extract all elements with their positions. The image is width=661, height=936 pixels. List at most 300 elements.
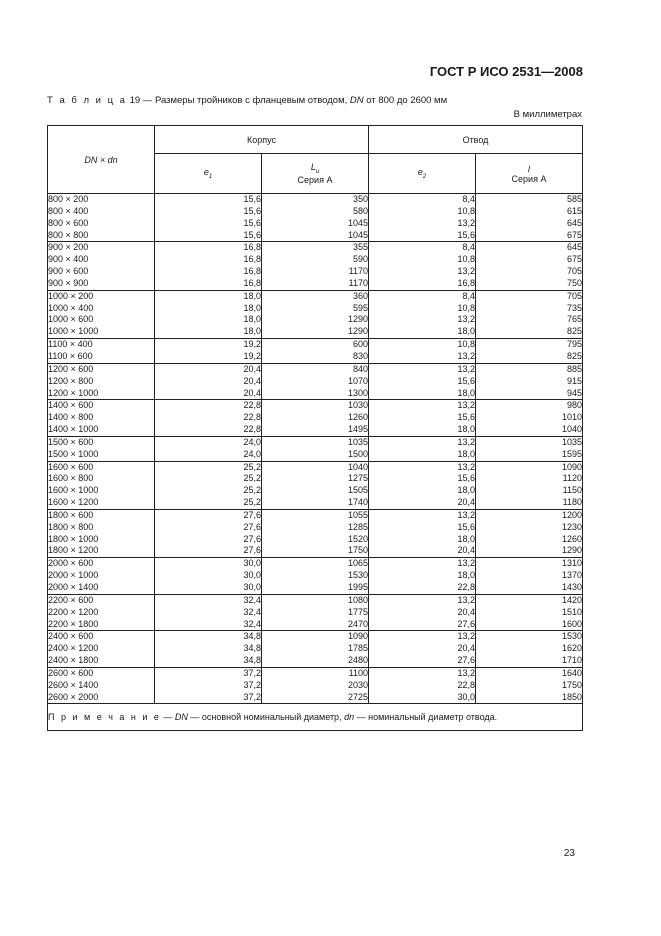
cell-value: 1290 bbox=[347, 314, 368, 325]
cell-value: 900 × 400 bbox=[48, 254, 89, 265]
cell-lu bbox=[262, 400, 369, 437]
cell-value: 580 bbox=[352, 205, 368, 216]
cell-e1 bbox=[155, 290, 262, 338]
cell-value: 825 bbox=[566, 326, 582, 337]
cell-value: 13,2 bbox=[457, 461, 475, 472]
cell-dn bbox=[48, 509, 155, 557]
cell-value: 800 × 600 bbox=[48, 217, 89, 228]
cell-lu bbox=[262, 339, 369, 364]
cell-value: 1030 bbox=[347, 400, 368, 411]
cell-value: 2200 × 1800 bbox=[48, 618, 99, 629]
cell-e1 bbox=[155, 667, 262, 704]
cell-e1 bbox=[155, 631, 262, 668]
cell-value: 15,6 bbox=[457, 412, 475, 423]
cell-value: 800 × 400 bbox=[48, 205, 89, 216]
cell-value: 8,4 bbox=[462, 242, 475, 253]
cell-value: 20,4 bbox=[457, 606, 475, 617]
cell-value: 2600 × 1400 bbox=[48, 679, 99, 690]
cell-e2 bbox=[369, 290, 476, 338]
cell-e1 bbox=[155, 436, 262, 461]
column-header-e2: $e_2$ bbox=[369, 154, 476, 194]
cell-value: 1400 × 600 bbox=[48, 400, 94, 411]
cell-value: 1850 bbox=[561, 691, 582, 702]
cell-value: 20,4 bbox=[457, 497, 475, 508]
cell-value: 945 bbox=[566, 387, 582, 398]
table-row-group bbox=[48, 667, 583, 704]
cell-value: 13,2 bbox=[457, 667, 475, 678]
cell-value: 24,0 bbox=[243, 436, 261, 447]
cell-value: 1090 bbox=[347, 631, 368, 642]
column-group-body: Корпус bbox=[155, 126, 369, 154]
cell-value: 1310 bbox=[561, 558, 582, 569]
cell-value: 10,8 bbox=[457, 302, 475, 313]
cell-value: 18,0 bbox=[243, 314, 261, 325]
column-header-lu: $L_u$ Серия А bbox=[262, 154, 369, 194]
cell-lu bbox=[262, 667, 369, 704]
cell-dn bbox=[48, 194, 155, 242]
cell-lu bbox=[262, 594, 369, 631]
cell-value: 1100 × 400 bbox=[48, 339, 93, 350]
cell-value: 915 bbox=[566, 375, 582, 386]
cell-value: 34,8 bbox=[243, 655, 261, 666]
cell-value: 13,2 bbox=[457, 594, 475, 605]
cell-value: 18,0 bbox=[243, 326, 261, 337]
cell-value: 1595 bbox=[561, 448, 582, 459]
cell-value: 10,8 bbox=[457, 339, 475, 350]
cell-value: 675 bbox=[566, 254, 582, 265]
cell-dn bbox=[48, 400, 155, 437]
cell-l bbox=[476, 242, 583, 290]
cell-lu bbox=[262, 631, 369, 668]
cell-value: 675 bbox=[566, 229, 582, 240]
table-row-group bbox=[48, 436, 583, 461]
cell-value: 13,2 bbox=[457, 631, 475, 642]
cell-value: 1370 bbox=[561, 570, 582, 581]
cell-value: 27,6 bbox=[243, 545, 261, 556]
cell-value: 360 bbox=[352, 290, 368, 301]
cell-value: 1495 bbox=[347, 424, 368, 435]
cell-value: 1275 bbox=[347, 473, 368, 484]
cell-value: 1230 bbox=[561, 521, 582, 532]
cell-e1 bbox=[155, 461, 262, 509]
cell-value: 16,8 bbox=[457, 277, 475, 288]
cell-lu bbox=[262, 290, 369, 338]
cell-value: 350 bbox=[352, 194, 368, 204]
table-row-group bbox=[48, 290, 583, 338]
cell-value: 2000 × 600 bbox=[48, 558, 94, 569]
cell-value: 1090 bbox=[561, 461, 582, 472]
cell-e2 bbox=[369, 558, 476, 595]
cell-value: 1500 bbox=[347, 448, 368, 459]
cell-e2 bbox=[369, 400, 476, 437]
page-number: 23 bbox=[563, 848, 575, 859]
cell-value: 15,6 bbox=[457, 375, 475, 386]
cell-value: 30,0 bbox=[243, 582, 261, 592]
cell-dn bbox=[48, 339, 155, 364]
units-label: В миллиметрах bbox=[513, 109, 582, 120]
cell-l bbox=[476, 290, 583, 338]
cell-value: 8,4 bbox=[462, 290, 475, 301]
cell-value: 1035 bbox=[561, 436, 582, 447]
cell-dn bbox=[48, 667, 155, 704]
cell-value: 25,2 bbox=[243, 497, 261, 508]
cell-value: 20,4 bbox=[243, 387, 261, 398]
cell-e1 bbox=[155, 400, 262, 437]
cell-value: 2200 × 1200 bbox=[48, 606, 99, 617]
cell-value: 1530 bbox=[347, 570, 368, 581]
cell-value: 16,8 bbox=[243, 254, 261, 265]
cell-dn bbox=[48, 558, 155, 595]
cell-value: 585 bbox=[566, 194, 582, 204]
cell-value: 1800 × 800 bbox=[48, 521, 94, 532]
cell-value: 20,4 bbox=[457, 545, 475, 556]
cell-value: 19,2 bbox=[243, 350, 261, 361]
cell-value: 1260 bbox=[347, 412, 368, 423]
table-note: П р и м е ч а н и е — DN — основной номинальный диаметр, dn — номинальный диаметр отвода. bbox=[48, 704, 583, 731]
cell-l bbox=[476, 594, 583, 631]
cell-value: 1120 bbox=[562, 473, 582, 484]
cell-l bbox=[476, 509, 583, 557]
cell-value: 30,0 bbox=[243, 558, 261, 569]
cell-l bbox=[476, 436, 583, 461]
cell-value: 590 bbox=[352, 254, 368, 265]
cell-value: 1750 bbox=[561, 679, 582, 690]
cell-value: 1035 bbox=[347, 436, 368, 447]
cell-value: 1500 × 1000 bbox=[48, 448, 99, 459]
cell-value: 980 bbox=[566, 400, 582, 411]
cell-dn bbox=[48, 290, 155, 338]
cell-value: 1080 bbox=[347, 594, 368, 605]
cell-value: 830 bbox=[352, 350, 368, 361]
cell-value: 1200 bbox=[561, 509, 582, 520]
cell-dn bbox=[48, 594, 155, 631]
cell-value: 1800 × 1200 bbox=[48, 545, 99, 556]
cell-value: 32,4 bbox=[243, 594, 261, 605]
cell-value: 1000 × 1000 bbox=[48, 326, 99, 337]
cell-value: 13,2 bbox=[457, 558, 475, 569]
cell-value: 20,4 bbox=[243, 375, 261, 386]
cell-value: 900 × 200 bbox=[48, 242, 89, 253]
cell-l bbox=[476, 194, 583, 242]
cell-value: 1290 bbox=[347, 326, 368, 337]
cell-value: 1200 × 800 bbox=[48, 375, 94, 386]
cell-value: 1200 × 600 bbox=[48, 363, 94, 374]
cell-value: 1180 bbox=[562, 497, 582, 508]
cell-e1 bbox=[155, 509, 262, 557]
cell-value: 1010 bbox=[561, 412, 582, 423]
cell-l bbox=[476, 558, 583, 595]
cell-value: 2200 × 600 bbox=[48, 594, 94, 605]
cell-value: 27,6 bbox=[457, 655, 475, 666]
cell-lu bbox=[262, 242, 369, 290]
cell-e2 bbox=[369, 194, 476, 242]
caption-range-text: от 800 до 2600 мм bbox=[366, 95, 448, 106]
cell-value: 800 × 200 bbox=[48, 194, 89, 204]
table-row-group bbox=[48, 194, 583, 242]
cell-value: 37,2 bbox=[243, 679, 261, 690]
cell-value: 825 bbox=[566, 350, 582, 361]
cell-value: 1710 bbox=[561, 655, 582, 666]
cell-value: 13,2 bbox=[457, 436, 475, 447]
cell-value: 595 bbox=[352, 302, 368, 313]
cell-l bbox=[476, 631, 583, 668]
cell-value: 13,2 bbox=[457, 509, 475, 520]
cell-value: 1055 bbox=[347, 509, 368, 520]
cell-dn bbox=[48, 631, 155, 668]
cell-value: 2030 bbox=[347, 679, 368, 690]
cell-value: 15,6 bbox=[457, 521, 475, 532]
cell-value: 1505 bbox=[347, 485, 368, 496]
cell-value: 27,6 bbox=[243, 509, 261, 520]
cell-value: 15,6 bbox=[243, 205, 261, 216]
cell-e2 bbox=[369, 363, 476, 400]
cell-value: 1430 bbox=[561, 582, 582, 592]
cell-value: 1600 × 600 bbox=[48, 461, 94, 472]
cell-lu bbox=[262, 194, 369, 242]
cell-value: 30,0 bbox=[243, 570, 261, 581]
table-row-group bbox=[48, 594, 583, 631]
cell-value: 16,8 bbox=[243, 266, 261, 277]
cell-value: 18,0 bbox=[457, 533, 475, 544]
cell-value: 22,8 bbox=[243, 424, 261, 435]
cell-value: 1530 bbox=[561, 631, 582, 642]
cell-value: 20,4 bbox=[243, 363, 261, 374]
cell-value: 795 bbox=[566, 339, 582, 350]
caption-number-text: 19 — Размеры тройников с фланцевым отводом, bbox=[129, 95, 348, 106]
cell-e1 bbox=[155, 594, 262, 631]
cell-value: 765 bbox=[566, 314, 582, 325]
cell-e2 bbox=[369, 461, 476, 509]
table-body bbox=[48, 194, 583, 704]
cell-value: 1600 × 800 bbox=[48, 473, 94, 484]
cell-value: 2480 bbox=[347, 655, 368, 666]
cell-value: 1170 bbox=[348, 277, 368, 288]
cell-lu bbox=[262, 436, 369, 461]
cell-value: 34,8 bbox=[243, 631, 261, 642]
cell-value: 1045 bbox=[347, 217, 368, 228]
table-row-group bbox=[48, 558, 583, 595]
cell-value: 1775 bbox=[347, 606, 368, 617]
cell-value: 13,2 bbox=[457, 217, 475, 228]
cell-value: 18,0 bbox=[243, 290, 261, 301]
cell-value: 2400 × 600 bbox=[48, 631, 94, 642]
cell-value: 1640 bbox=[561, 667, 582, 678]
column-header-l: l Серия А bbox=[476, 154, 583, 194]
cell-value: 1100 bbox=[348, 667, 368, 678]
cell-value: 1420 bbox=[561, 594, 582, 605]
cell-value: 1600 bbox=[561, 618, 582, 629]
table-caption bbox=[47, 95, 447, 106]
cell-l bbox=[476, 667, 583, 704]
cell-value: 600 bbox=[352, 339, 368, 350]
cell-value: 900 × 900 bbox=[48, 277, 89, 288]
cell-value: 1290 bbox=[561, 545, 582, 556]
cell-e1 bbox=[155, 339, 262, 364]
cell-value: 24,0 bbox=[243, 448, 261, 459]
cell-e2 bbox=[369, 594, 476, 631]
cell-e2 bbox=[369, 631, 476, 668]
cell-value: 1040 bbox=[561, 424, 582, 435]
cell-value: 2600 × 2000 bbox=[48, 691, 99, 702]
cell-value: 13,2 bbox=[457, 314, 475, 325]
table-row-group bbox=[48, 339, 583, 364]
cell-value: 1150 bbox=[562, 485, 582, 496]
cell-value: 32,4 bbox=[243, 618, 261, 629]
cell-value: 1000 × 400 bbox=[48, 302, 94, 313]
cell-value: 885 bbox=[566, 363, 582, 374]
cell-value: 27,6 bbox=[243, 533, 261, 544]
cell-value: 1600 × 1000 bbox=[48, 485, 99, 496]
cell-value: 16,8 bbox=[243, 277, 261, 288]
cell-value: 645 bbox=[566, 242, 582, 253]
cell-value: 840 bbox=[352, 363, 368, 374]
cell-value: 30,0 bbox=[457, 691, 475, 702]
cell-value: 18,0 bbox=[457, 424, 475, 435]
cell-e1 bbox=[155, 242, 262, 290]
cell-lu bbox=[262, 558, 369, 595]
cell-e1 bbox=[155, 558, 262, 595]
cell-value: 1620 bbox=[561, 643, 582, 654]
cell-value: 22,8 bbox=[457, 679, 475, 690]
cell-value: 32,4 bbox=[243, 606, 261, 617]
cell-value: 2400 × 1800 bbox=[48, 655, 99, 666]
cell-value: 1200 × 1000 bbox=[48, 387, 99, 398]
cell-value: 15,6 bbox=[243, 194, 261, 204]
cell-value: 900 × 600 bbox=[48, 266, 89, 277]
cell-e2 bbox=[369, 242, 476, 290]
cell-l bbox=[476, 400, 583, 437]
cell-value: 1600 × 1200 bbox=[48, 497, 99, 508]
cell-value: 1995 bbox=[347, 582, 368, 592]
cell-value: 2600 × 600 bbox=[48, 667, 94, 678]
table-row-group bbox=[48, 363, 583, 400]
cell-value: 1740 bbox=[347, 497, 368, 508]
cell-value: 27,6 bbox=[457, 618, 475, 629]
cell-value: 10,8 bbox=[457, 254, 475, 265]
cell-value: 1285 bbox=[347, 521, 368, 532]
cell-value: 15,6 bbox=[457, 229, 475, 240]
cell-value: 615 bbox=[566, 205, 582, 216]
cell-value: 18,0 bbox=[457, 387, 475, 398]
document-standard-header: ГОСТ Р ИСО 2531—2008 bbox=[429, 64, 583, 79]
cell-value: 34,8 bbox=[243, 643, 261, 654]
cell-value: 705 bbox=[566, 266, 582, 277]
cell-l bbox=[476, 363, 583, 400]
cell-l bbox=[476, 461, 583, 509]
caption-dn-symbol: DN bbox=[349, 95, 364, 106]
cell-value: 8,4 bbox=[462, 194, 475, 204]
cell-value: 1510 bbox=[561, 606, 582, 617]
cell-value: 37,2 bbox=[243, 691, 261, 702]
cell-value: 735 bbox=[566, 302, 582, 313]
cell-value: 1000 × 600 bbox=[48, 314, 94, 325]
cell-value: 15,6 bbox=[243, 229, 261, 240]
cell-value: 13,2 bbox=[457, 266, 475, 277]
cell-value: 645 bbox=[566, 217, 582, 228]
cell-value: 2725 bbox=[347, 691, 368, 702]
cell-value: 355 bbox=[352, 242, 368, 253]
cell-lu bbox=[262, 461, 369, 509]
cell-value: 800 × 800 bbox=[48, 229, 89, 240]
cell-value: 13,2 bbox=[457, 350, 475, 361]
cell-value: 22,8 bbox=[243, 412, 261, 423]
cell-value: 19,2 bbox=[243, 339, 261, 350]
cell-value: 1070 bbox=[347, 375, 368, 386]
cell-value: 13,2 bbox=[457, 363, 475, 374]
cell-value: 25,2 bbox=[243, 473, 261, 484]
table-row-group bbox=[48, 400, 583, 437]
table-row-group bbox=[48, 631, 583, 668]
cell-lu bbox=[262, 363, 369, 400]
cell-value: 25,2 bbox=[243, 485, 261, 496]
cell-value: 2470 bbox=[347, 618, 368, 629]
caption-label: Т а б л и ц а bbox=[47, 95, 127, 106]
cell-value: 18,0 bbox=[457, 485, 475, 496]
cell-value: 1500 × 600 bbox=[48, 436, 94, 447]
cell-e2 bbox=[369, 667, 476, 704]
cell-value: 22,8 bbox=[457, 582, 475, 592]
table-row-group bbox=[48, 461, 583, 509]
cell-dn bbox=[48, 461, 155, 509]
cell-value: 1045 bbox=[347, 229, 368, 240]
cell-value: 750 bbox=[566, 277, 582, 288]
cell-value: 25,2 bbox=[243, 461, 261, 472]
cell-value: 1750 bbox=[347, 545, 368, 556]
cell-e1 bbox=[155, 194, 262, 242]
column-group-branch: Отвод bbox=[369, 126, 583, 154]
cell-value: 22,8 bbox=[243, 400, 261, 411]
cell-value: 1260 bbox=[561, 533, 582, 544]
cell-e2 bbox=[369, 509, 476, 557]
cell-value: 1000 × 200 bbox=[48, 290, 94, 301]
cell-value: 1400 × 1000 bbox=[48, 424, 99, 435]
cell-value: 16,8 bbox=[243, 242, 261, 253]
cell-value: 20,4 bbox=[457, 643, 475, 654]
cell-value: 13,2 bbox=[457, 400, 475, 411]
cell-value: 1800 × 1000 bbox=[48, 533, 99, 544]
table-row-group bbox=[48, 509, 583, 557]
column-header-e1: $e_1$ bbox=[155, 154, 262, 194]
cell-lu bbox=[262, 509, 369, 557]
cell-value: 1785 bbox=[347, 643, 368, 654]
cell-value: 1040 bbox=[347, 461, 368, 472]
cell-value: 1065 bbox=[347, 558, 368, 569]
cell-e2 bbox=[369, 436, 476, 461]
cell-value: 18,0 bbox=[457, 570, 475, 581]
cell-value: 1800 × 600 bbox=[48, 509, 94, 520]
cell-value: 15,6 bbox=[457, 473, 475, 484]
cell-value: 18,0 bbox=[457, 326, 475, 337]
cell-value: 1300 bbox=[347, 387, 368, 398]
cell-value: 1170 bbox=[348, 266, 368, 277]
cell-value: 18,0 bbox=[243, 302, 261, 313]
cell-value: 1400 × 800 bbox=[48, 412, 94, 423]
cell-value: 15,6 bbox=[243, 217, 261, 228]
cell-value: 2400 × 1200 bbox=[48, 643, 99, 654]
cell-value: 2000 × 1400 bbox=[48, 582, 99, 592]
dimensions-table bbox=[47, 125, 583, 731]
cell-value: 18,0 bbox=[457, 448, 475, 459]
cell-value: 37,2 bbox=[243, 667, 261, 678]
cell-value: 705 bbox=[566, 290, 582, 301]
cell-value: 2000 × 1000 bbox=[48, 570, 99, 581]
table-row-group bbox=[48, 242, 583, 290]
cell-value: 1100 × 600 bbox=[48, 350, 93, 361]
cell-value: 27,6 bbox=[243, 521, 261, 532]
cell-e2 bbox=[369, 339, 476, 364]
column-header-dn: DN × dn bbox=[48, 126, 155, 194]
cell-value: 10,8 bbox=[457, 205, 475, 216]
